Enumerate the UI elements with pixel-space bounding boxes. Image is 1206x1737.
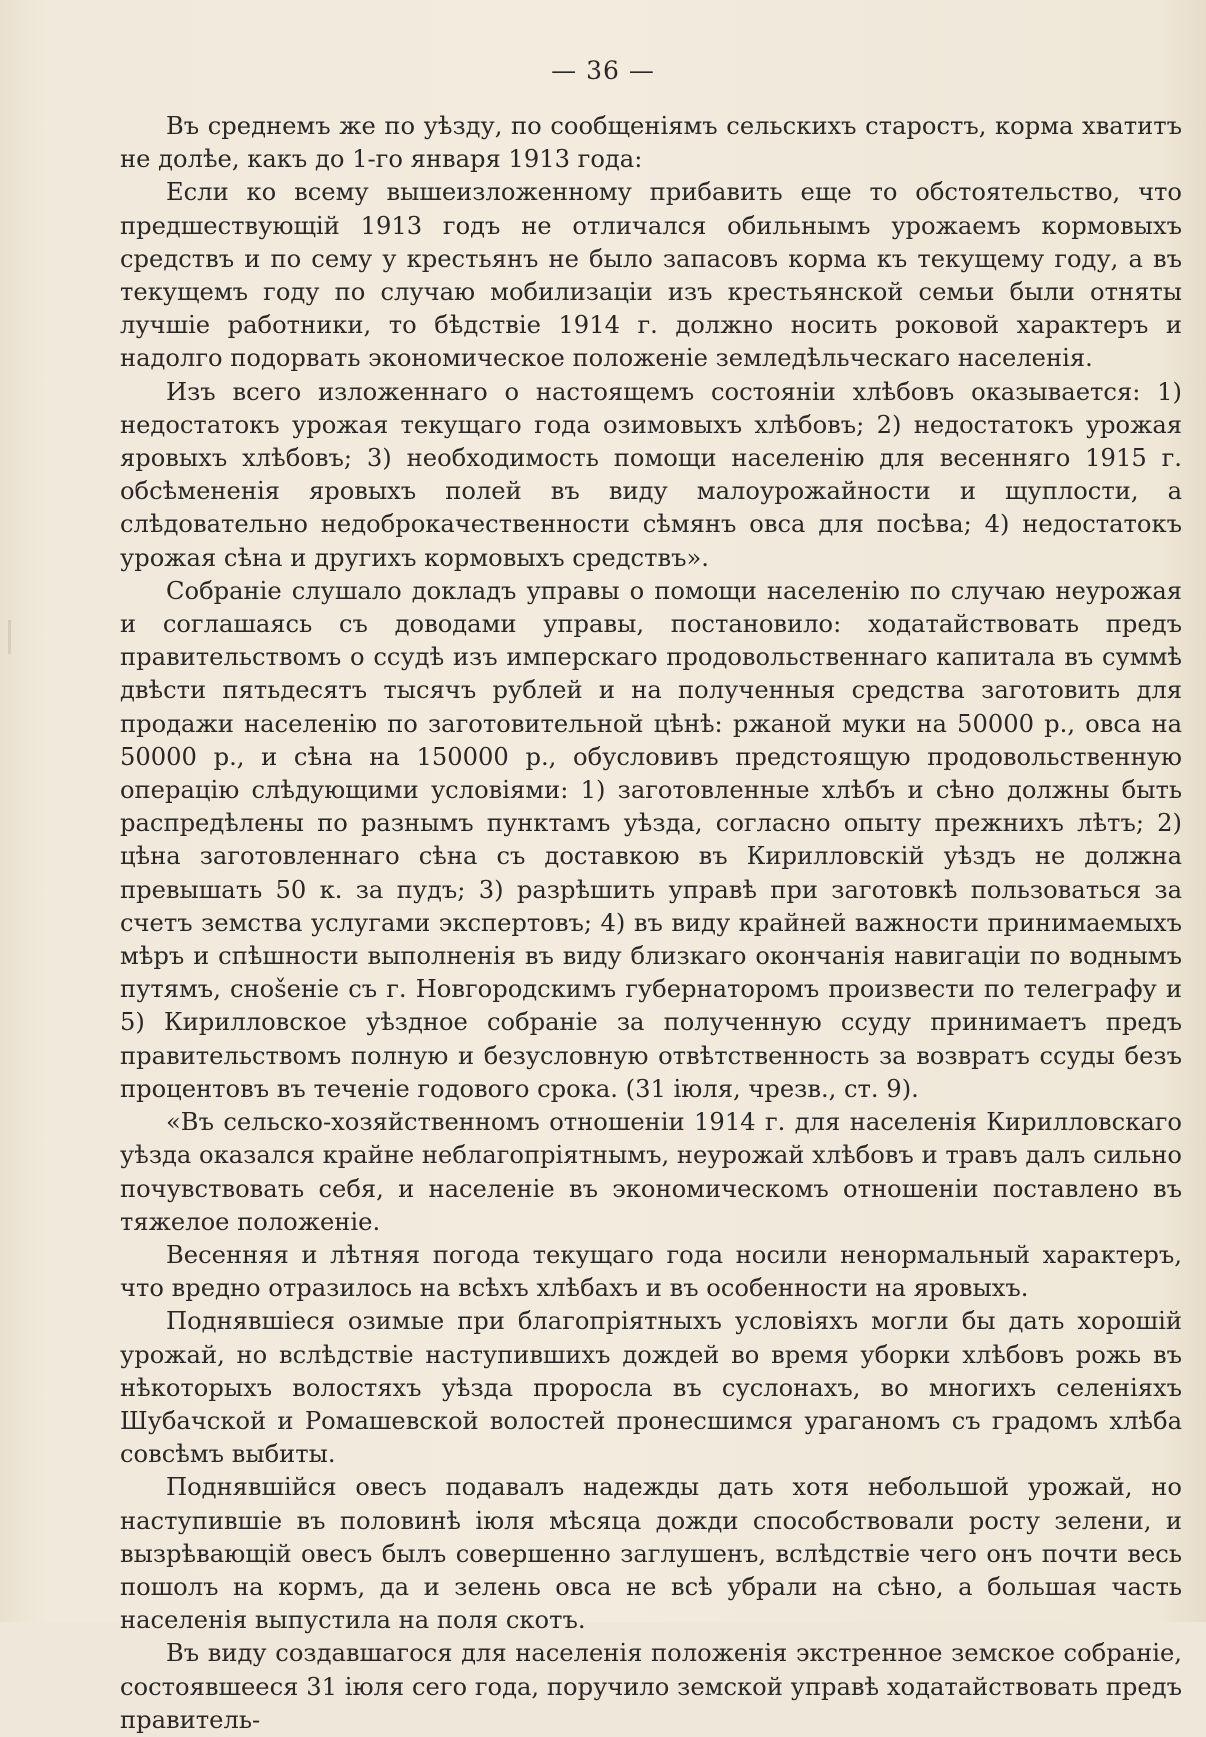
paragraph-2: Если ко всему вышеизложенному прибавить еще то обстоятельство, что предшествующій 1913 годъ не отличался обильнымъ урожаемъ кормовыхъ средствъ и по сему у крестьянъ не было запасовъ корма къ текущему году, а въ текущемъ году по случаю мобилизаціи изъ крестьянской семьи были отняты лучшіе работники, то бѣдствіе 1914 г. должно носить роковой характеръ и надолго подорвать экономическое положеніе земледѣльческаго населенія.	[120, 178, 1182, 373]
paragraph-8: Поднявшійся овесъ подавалъ надежды дать хотя небольшой урожай, но наступившіе въ половинѣ іюля мѣсяца дожди способствовали росту зелени, и вызрѣвающій овесъ былъ совершенно заглушенъ, вслѣдствіе чего онъ почти весь пошолъ на кормъ, да и зелень овса не всѣ убрали на сѣно, а большая часть населенія выпустила на поля скотъ.	[120, 1473, 1182, 1635]
paragraph-7: Поднявшіеся озимые при благопріятныхъ условіяхъ могли бы дать хорошій урожай, но вслѣдствіе наступившихъ дождей во время уборки хлѣбовъ рожь въ нѣкоторыхъ волостяхъ уѣзда проросла въ суслонахъ, во многихъ селеніяхъ Шубачской и Ромашевской волостей пронесшимся ураганомъ съ градомъ хлѣба совсѣмъ выбиты.	[120, 1307, 1182, 1469]
paragraph-6: Весенняя и лѣтняя погода текущаго года носили ненормальный характеръ, что вредно отразилось на всѣхъ хлѣбахъ и въ особенности на яровыхъ.	[120, 1240, 1182, 1303]
body-text	[120, 110, 1182, 1737]
paragraph-4: Собраніе слушало докладъ управы о помощи населенію по случаю неурожая и соглашаясь съ доводами управы, постановило: ходатайствовать предъ правительствомъ о ссудѣ изъ имперскаго продовольственнаго капитала въ суммѣ двѣсти пятьдесятъ тысячъ рублей и на полученныя средства заготовить для продажи населенію по заготовительной цѣнѣ: ржаной муки на 50000 р., овса на 50000 р., и сѣна на 150000 р., обусловивъ предстоящую продовольственную операцію слѣдующими условіями: 1) заготовленные хлѣбъ и сѣно должны быть распредѣлены по разнымъ пунктамъ уѣзда, согласно опыту прежнихъ лѣтъ; 2) цѣна заготовленнаго сѣна съ доставкою въ Кирилловскій уѣздъ не должна превышать 50 к. за пудъ; 3) разрѣшить управѣ при заготовкѣ пользоваться за счетъ земства услугами экспертовъ; 4) въ виду крайней важности принимаемыхъ мѣръ и спѣшности выполненія въ виду близкаго окончанія навигаціи по воднымъ путямъ, снošеніе съ г. Новгородскимъ губернаторомъ произвести по телеграфу и 5) Кирилловское уѣздное собраніе за полученную ссуду принимаетъ предъ правительствомъ полную и безусловную отвѣтственность за возвратъ ссуды безъ процентовъ въ теченіе годового срока. (31 іюля, чрезв., ст. 9).	[120, 576, 1182, 1103]
margin-mark	[8, 620, 11, 654]
paragraph-5: «Въ сельско-хозяйственномъ отношеніи 1914 г. для населенія Кирилловскаго уѣзда оказался крайне неблагопріятнымъ, неурожай хлѣбовъ и травъ далъ сильно почувствовать себя, и населеніе въ экономическомъ отношеніи поставлено въ тяжелое положеніе.	[120, 1108, 1182, 1236]
page-number: — 36 —	[551, 56, 655, 85]
paragraph-1: Въ среднемъ же по уѣзду, по сообщеніямъ сельскихъ старостъ, корма хватитъ не долѣе, какъ до 1-го января 1913 года:	[120, 112, 1182, 174]
paragraph-3: Изъ всего изложеннаго о настоящемъ состояніи хлѣбовъ оказывается: 1) недостатокъ урожая текущаго года озимовыхъ хлѣбовъ; 2) недостатокъ урожая яровыхъ хлѣбовъ; 3) необходимость помощи населенію для весенняго 1915 г. обсѣмененія яровыхъ полей въ виду малоурожайности и щуплости, а слѣдовательно недоброкачественности сѣмянъ овса для посѣва; 4) недостатокъ урожая сѣна и другихъ кормовыхъ средствъ».	[120, 377, 1182, 572]
paragraph-9: Въ виду создавшагося для населенія положенія экстренное земское собраніе, состоявшееся 31 іюля сего года, поручило земской управѣ ходатайствовать предъ правитель-	[120, 1639, 1182, 1734]
